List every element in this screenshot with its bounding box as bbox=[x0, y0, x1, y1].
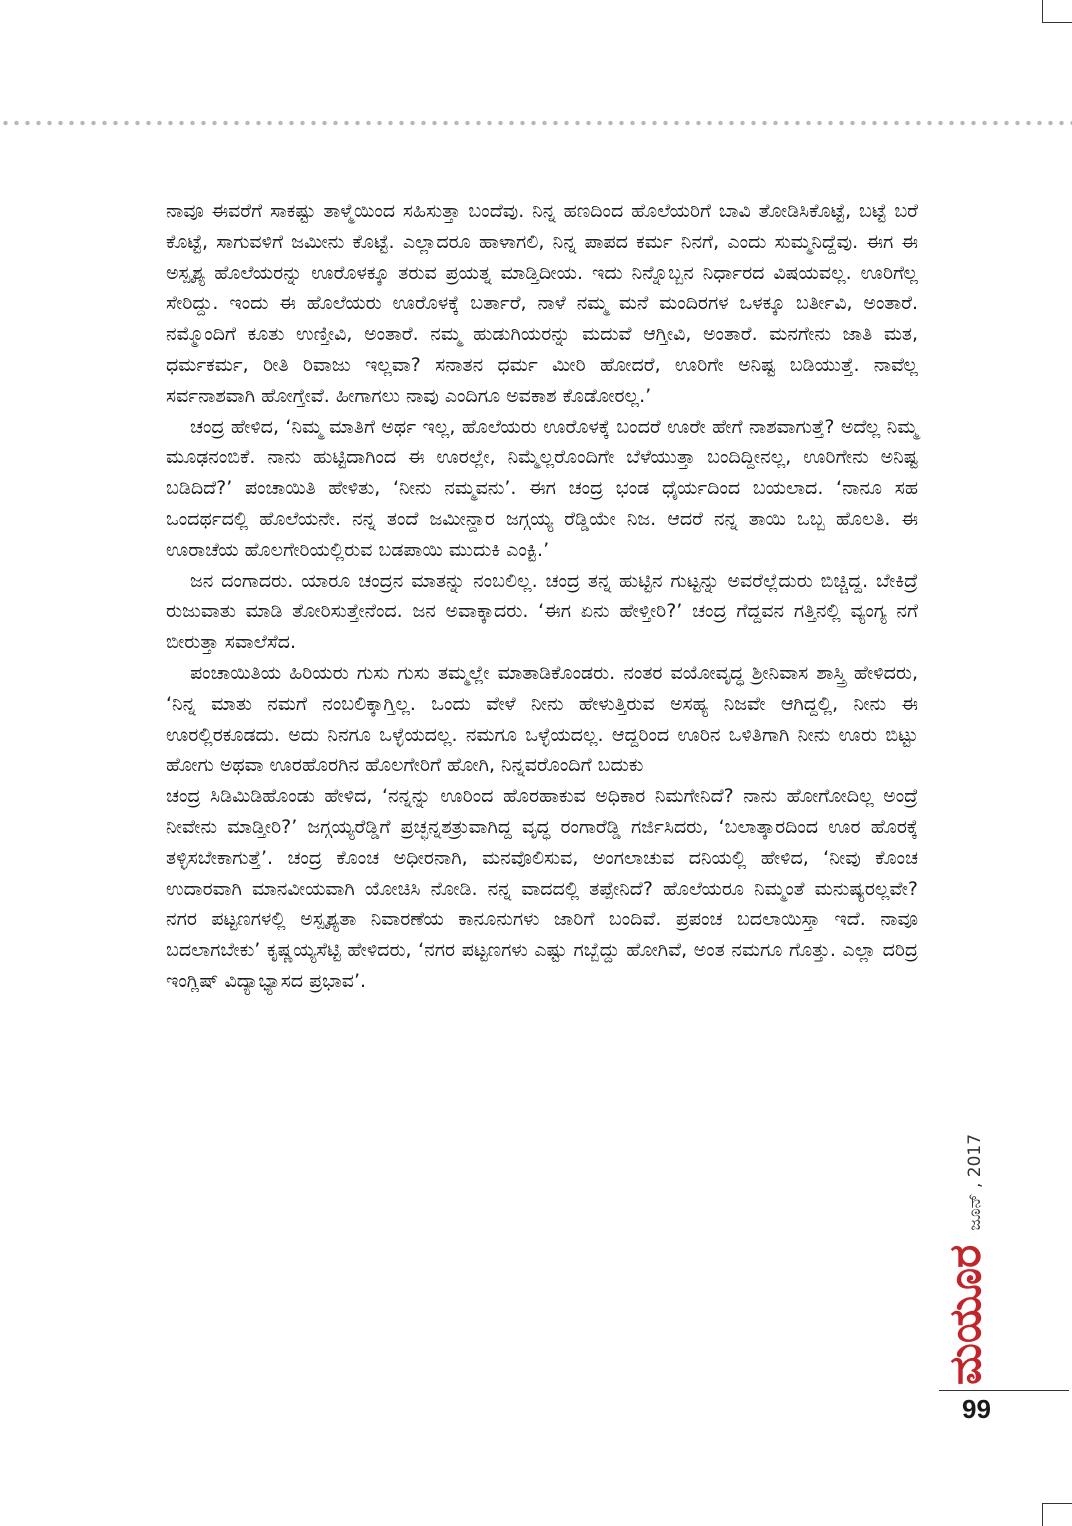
paragraph: ಚಂದ್ರ ಹೇಳಿದ, ‘ನಿಮ್ಮ ಮಾತಿಗೆ ಅರ್ಥ ಇಲ್ಲ, ಹೊಲೆಯರು ಊರೊಳಕ್ಕೆ ಬಂದರೆ ಊರೇ ಹೇಗೆ ನಾಶವಾಗುತ್ತೆ? ಅದೆಲ್ಲ ನಿಮ್ಮ ಮೂಢನಂಬಿಕೆ. ನಾನು ಹುಟ್ಟಿದಾಗಿಂದ ಈ ಊರಲ್ಲೇ, ನಿಮ್ಮೆಲ್ಲರೊಂದಿಗೇ ಬೆಳೆಯುತ್ತಾ ಬಂದಿದ್ದೀನಲ್ಲ, ಊರಿಗೇನು ಅನಿಷ್ಟ ಬಡಿದಿದೆ?’ ಪಂಚಾಯಿತಿ ಹೇಳಿತು, ‘ನೀನು ನಮ್ಮವನು’. ಈಗ ಚಂದ್ರ ಭಂಡ ಧೈರ್ಯದಿಂದ ಬಯಲಾದ. ‘ನಾನೂ ಸಹ ಒಂದರ್ಥದಲ್ಲಿ ಹೊಲೆಯನೇ. ನನ್ನ ತಂದೆ ಜಮೀನ್ದಾರ ಜಗ್ಗಯ್ಯ ರೆಡ್ಡಿಯೇ ನಿಜ. ಆದರೆ ನನ್ನ ತಾಯಿ ಒಬ್ಬ ಹೊಲತಿ. ಈ ಊರಾಚೆಯ ಹೊಲಗೇರಿಯಲ್ಲಿರುವ ಬಡಪಾಯಿ ಮುದುಕಿ ಎಂಕ್ಟಿ.’ bbox=[166, 415, 918, 561]
magazine-logo: ಮಯೂರ bbox=[940, 1244, 991, 1385]
issue-date: ಜೂನ್ , 2017 bbox=[965, 1133, 985, 1231]
paragraph: ಪಂಚಾಯಿತಿಯ ಹಿರಿಯರು ಗುಸು ಗುಸು ತಮ್ಮಲ್ಲೇ ಮಾತಾಡಿಕೊಂಡರು. ನಂತರ ವಯೋವೃದ್ಧ ಶ್ರೀನಿವಾಸ ಶಾಸ್ತ್ರಿ ಹೇಳಿದರು, ‘ನಿನ್ನ ಮಾತು ನಮಗೆ ನಂಬಲಿಕ್ಕಾಗ್ತಿಲ್ಲ. ಒಂದು ವೇಳೆ ನೀನು ಹೇಳುತ್ತಿರುವ ಅಸಹ್ಯ ನಿಜವೇ ಆಗಿದ್ದಲ್ಲಿ, ನೀನು ಈ ಊರಲ್ಲಿರಕೂಡದು. ಅದು ನಿನಗೂ ಒಳ್ಳೆಯದಲ್ಲ. ನಮಗೂ ಒಳ್ಳೆಯದಲ್ಲ. ಆದ್ದರಿಂದ ಊರಿನ ಒಳಿತಿಗಾಗಿ ನೀನು ಊರು ಬಿಟ್ಟು ಹೋಗು ಅಥವಾ ಊರಹೊರಗಿನ ಹೊಲಗೇರಿಗೆ ಹೋಗಿ, ನಿನ್ನವರೊಂದಿಗೆ ಬದುಕು bbox=[166, 661, 918, 777]
crop-mark-top bbox=[1042, 0, 1072, 23]
magazine-sidebar bbox=[940, 1134, 991, 1385]
article-body bbox=[166, 196, 918, 997]
page-number-rule bbox=[939, 1390, 1069, 1391]
paragraph: ನಾವೂ ಈವರೆಗೆ ಸಾಕಷ್ಟು ತಾಳ್ಮೆಯಿಂದ ಸಹಿಸುತ್ತಾ ಬಂದೆವು. ನಿನ್ನ ಹಣದಿಂದ ಹೊಲೆಯರಿಗೆ ಬಾವಿ ತೋಡಿಸಿಕೊಟ್ಟೆ, ಬಟ್ಟೆ ಬರೆ ಕೊಟ್ಟೆ, ಸಾಗುವಳಿಗೆ ಜಮೀನು ಕೊಟ್ಟೆ. ಎಲ್ಲಾದರೂ ಹಾಳಾಗಲಿ, ನಿನ್ನ ಪಾಪದ ಕರ್ಮ ನಿನಗೆ, ಎಂದು ಸುಮ್ಮನಿದ್ದೆವು. ಈಗ ಈ ಅಸ್ಪೃಶ್ಯ ಹೊಲೆಯರನ್ನು ಊರೊಳಕ್ಕೂ ತರುವ ಪ್ರಯತ್ನ ಮಾಡ್ತಿದೀಯ. ಇದು ನಿನ್ನೊಬ್ಬನ ನಿರ್ಧಾರದ ವಿಷಯವಲ್ಲ. ಊರಿಗೆಲ್ಲ ಸೇರಿದ್ದು. ಇಂದು ಈ ಹೊಲೆಯರು ಊರೊಳಕ್ಕೆ ಬರ್ತಾರೆ, ನಾಳೆ ನಮ್ಮ ಮನೆ ಮಂದಿರಗಳ ಒಳಕ್ಕೂ ಬರ್ತೀವಿ, ಅಂತಾರೆ. ನಮ್ಮೊಂದಿಗೆ ಕೂತು ಉಣ್ತೀವಿ, ಅಂತಾರೆ. ನಮ್ಮ ಹುಡುಗಿಯರನ್ನು ಮದುವೆ ಆಗ್ತೀವಿ, ಅಂತಾರೆ. ಮನಗೇನು ಜಾತಿ ಮತ, ಧರ್ಮಕರ್ಮ, ರೀತಿ ರಿವಾಜು ಇಲ್ಲವಾ? ಸನಾತನ ಧರ್ಮ ಮೀರಿ ಹೋದರೆ, ಊರಿಗೇ ಅನಿಷ್ಟ ಬಡಿಯುತ್ತೆ. ನಾವೆಲ್ಲ ಸರ್ವನಾಶವಾಗಿ ಹೋಗ್ತೇವೆ. ಹೀಗಾಗಲು ನಾವು ಎಂದಿಗೂ ಅವಕಾಶ ಕೊಡೋರಲ್ಲ.’ bbox=[166, 200, 918, 407]
paragraph: ಚಂದ್ರ ಸಿಡಿಮಿಡಿಹೊಂಡು ಹೇಳಿದ, ‘ನನ್ನನ್ನು ಊರಿಂದ ಹೊರಹಾಕುವ ಅಧಿಕಾರ ನಿಮಗೇನಿದೆ? ನಾನು ಹೋಗೋದಿಲ್ಲ ಅಂದ್ರೆ ನೀವೇನು ಮಾಡ್ತೀರಿ?’ ಜಗ್ಗಯ್ಯರೆಡ್ಡಿಗೆ ಪ್ರಚ್ಛನ್ನಶತ್ರುವಾಗಿದ್ದ ವೃದ್ಧ ರಂಗಾರೆಡ್ಡಿ ಗರ್ಜಿಸಿದರು, ‘ಬಲಾತ್ಕಾರದಿಂದ ಊರ ಹೊರಕ್ಕೆ ತಳ್ಳಿಸಬೇಕಾಗುತ್ತೆ’. ಚಂದ್ರ ಕೊಂಚ ಅಧೀರನಾಗಿ, ಮನವೊಲಿಸುವ, ಅಂಗಲಾಚುವ ದನಿಯಲ್ಲಿ ಹೇಳಿದ, ‘ನೀವು ಕೊಂಚ ಉದಾರವಾಗಿ ಮಾನವೀಯವಾಗಿ ಯೋಚಿಸಿ ನೋಡಿ. ನನ್ನ ವಾದದಲ್ಲಿ ತಪ್ಪೇನಿದೆ? ಹೊಲೆಯರೂ ನಿಮ್ಮಂತೆ ಮನುಷ್ಯರಲ್ಲವೇ? ನಗರ ಪಟ್ಟಣಗಳಲ್ಲಿ ಅಸ್ಪೃಶ್ಯತಾ ನಿವಾರಣೆಯ ಕಾನೂನುಗಳು ಜಾರಿಗೆ ಬಂದಿವೆ. ಪ್ರಪಂಚ ಬದಲಾಯಿಸ್ತಾ ಇದೆ. ನಾವೂ ಬದಲಾಗಬೇಕು’ ಕೃಷ್ಣಯ್ಯಸೆಟ್ಟಿ ಹೇಳಿದರು, ‘ನಗರ ಪಟ್ಟಣಗಳು ಎಷ್ಟು ಗಬ್ಬೆದ್ದು ಹೋಗಿವೆ, ಅಂತ ನಮಗೂ ಗೊತ್ತು. ಎಲ್ಲಾ ದರಿದ್ರ ಇಂಗ್ಲಿಷ್ ವಿದ್ಯಾಭ್ಯಾಸದ ಪ್ರಭಾವ’. bbox=[166, 785, 918, 992]
crop-mark-bottom bbox=[1042, 1503, 1072, 1526]
paragraph: ಜನ ದಂಗಾದರು. ಯಾರೂ ಚಂದ್ರನ ಮಾತನ್ನು ನಂಬಲಿಲ್ಲ. ಚಂದ್ರ ತನ್ನ ಹುಟ್ಟಿನ ಗುಟ್ಟನ್ನು ಅವರೆಲ್ಲೆದುರು ಬಿಚ್ಚಿದ್ದ. ಬೇಕಿದ್ರೆ ರುಜುವಾತು ಮಾಡಿ ತೋರಿಸುತ್ತೇನೆಂದ. ಜನ ಅವಾಕ್ಕಾದರು. ‘ಈಗ ಏನು ಹೇಳ್ತೀರಿ?’ ಚಂದ್ರ ಗೆದ್ದವನ ಗತ್ತಿನಲ್ಲಿ ವ್ಯಂಗ್ಯ ನಗೆ ಬೀರುತ್ತಾ ಸವಾಲೆಸೆದ. bbox=[166, 569, 918, 654]
page-number: 99 bbox=[962, 1394, 991, 1424]
dotted-divider bbox=[0, 120, 1072, 126]
